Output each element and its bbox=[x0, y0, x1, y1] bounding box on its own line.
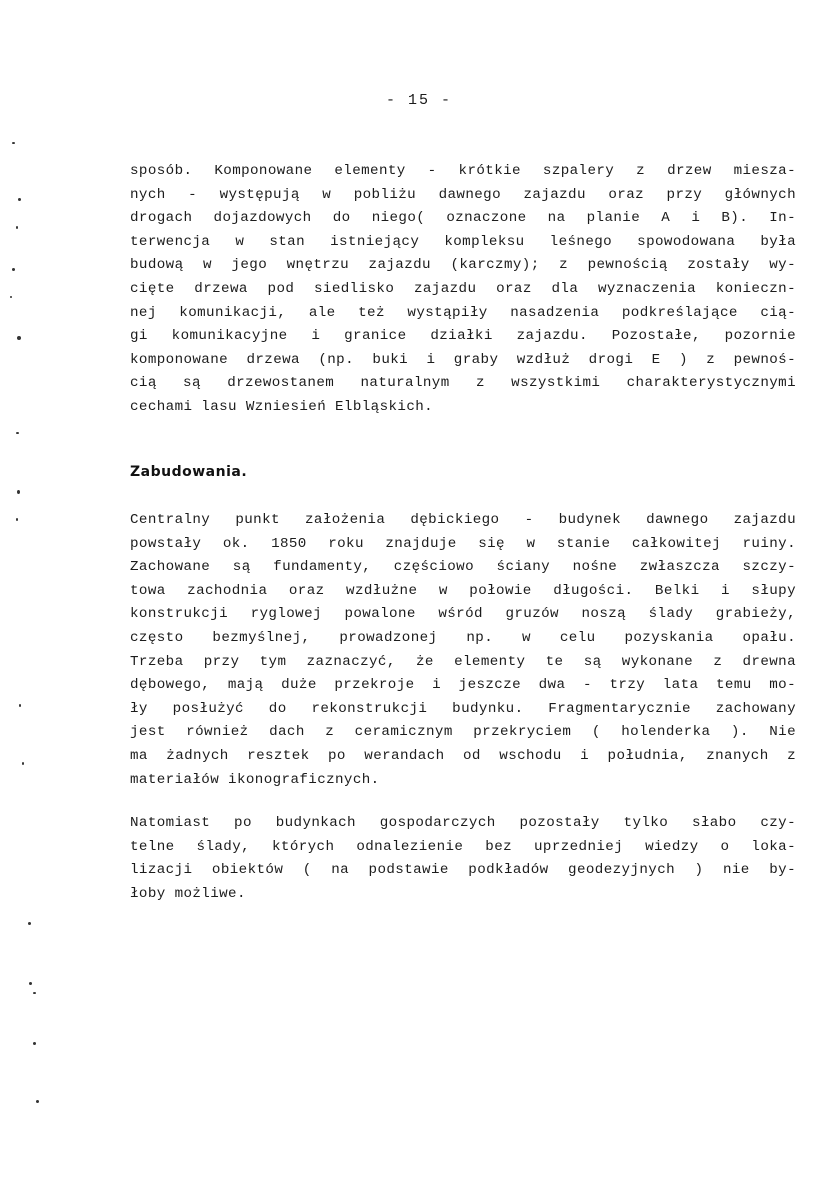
scan-speck bbox=[12, 142, 15, 144]
text-line: sposób. Komponowane elementy - krótkie szpalery z drzew miesza- bbox=[130, 163, 796, 179]
text-line: Zachowane są fundamenty, częściowo ściany nośne zwłaszcza szczy- bbox=[130, 559, 796, 576]
scan-speck bbox=[18, 198, 21, 201]
scan-speck bbox=[33, 1042, 36, 1045]
text-line: nych - występują w pobliżu dawnego zajazdu oraz przy głównych bbox=[130, 186, 796, 203]
scan-speck bbox=[19, 704, 21, 707]
scan-speck bbox=[16, 226, 18, 229]
scan-speck bbox=[22, 762, 24, 765]
text-line: nej komunikacji, ale też wystąpiły nasadzenia podkreślające cią- bbox=[130, 304, 796, 321]
text-line: cechami lasu Wzniesień Elbląskich. bbox=[130, 398, 434, 415]
paragraph-intro bbox=[130, 160, 796, 420]
text-line: cięte drzewa pod siedlisko zajazdu oraz dla wyznaczenia konieczn- bbox=[130, 280, 796, 297]
text-line: budową w jego wnętrzu zajazdu (karczmy); z pewnością zostały wy- bbox=[130, 257, 796, 274]
text-line: gi komunikacyjne i granice działki zajazdu. Pozostałe, pozornie bbox=[130, 328, 796, 345]
scan-speck bbox=[33, 992, 36, 994]
text-line: Centralny punkt założenia dębickiego - budynek dawnego zajazdu bbox=[130, 512, 796, 528]
scan-speck bbox=[28, 922, 31, 925]
paragraph-outbuildings bbox=[130, 812, 796, 906]
text-line: ły posłużyć do rekonstrukcji budynku. Fragmentarycznie zachowany bbox=[130, 700, 796, 717]
scan-speck bbox=[17, 336, 21, 340]
text-line: telne ślady, których odnalezienie bez uprzedniej wiedzy o loka- bbox=[130, 838, 796, 855]
text-line: drogach dojazdowych do niego( oznaczone na planie A i B). In- bbox=[130, 210, 796, 227]
scan-speck bbox=[17, 490, 20, 494]
text-line: dębowego, mają duże przekroje i jeszcze dwa - trzy lata temu mo- bbox=[130, 677, 796, 694]
scan-speck bbox=[16, 518, 18, 521]
text-line: Trzeba przy tym zaznaczyć, że elementy te są wykonane z drewna bbox=[130, 653, 796, 670]
text-line: materiałów ikonograficznych. bbox=[130, 771, 380, 788]
scan-speck bbox=[16, 432, 19, 434]
scan-speck bbox=[29, 982, 32, 985]
text-line: lizacji obiektów ( na podstawie podkładów geodezyjnych ) nie by- bbox=[130, 862, 796, 879]
text-line: terwencja w stan istniejący kompleksu leśnego spowodowana była bbox=[130, 233, 796, 250]
text-line: Natomiast po budynkach gospodarczych pozostały tylko słabo czy- bbox=[130, 815, 796, 831]
paragraph-buildings bbox=[130, 509, 796, 792]
section-heading: Zabudowania. bbox=[130, 464, 248, 480]
page-number: - 15 - bbox=[385, 92, 452, 109]
text-line: towa zachodnia oraz wzdłużne w połowie długości. Belki i słupy bbox=[130, 582, 796, 599]
text-line: powstały ok. 1850 roku znajduje się w stanie całkowitej ruiny. bbox=[130, 535, 796, 552]
text-line: komponowane drzewa (np. buki i graby wzdłuż drogi E ) z pewnoś- bbox=[130, 351, 796, 368]
text-line: ma żadnych resztek po werandach od wschodu i południa, znanych z bbox=[130, 747, 796, 764]
scan-speck bbox=[12, 268, 15, 271]
scan-speck bbox=[10, 296, 12, 298]
scan-speck bbox=[36, 1100, 39, 1103]
text-line: jest również dach z ceramicznym przekryciem ( holenderka ). Nie bbox=[130, 724, 796, 741]
text-line: łoby możliwe. bbox=[130, 885, 246, 902]
text-line: konstrukcji ryglowej powalone wśród gruzów noszą ślady grabieży, bbox=[130, 606, 796, 623]
text-line: cią są drzewostanem naturalnym z wszystkimi charakterystycznymi bbox=[130, 375, 796, 392]
text-line: często bezmyślnej, prowadzonej np. w celu pozyskania opału. bbox=[130, 629, 796, 646]
